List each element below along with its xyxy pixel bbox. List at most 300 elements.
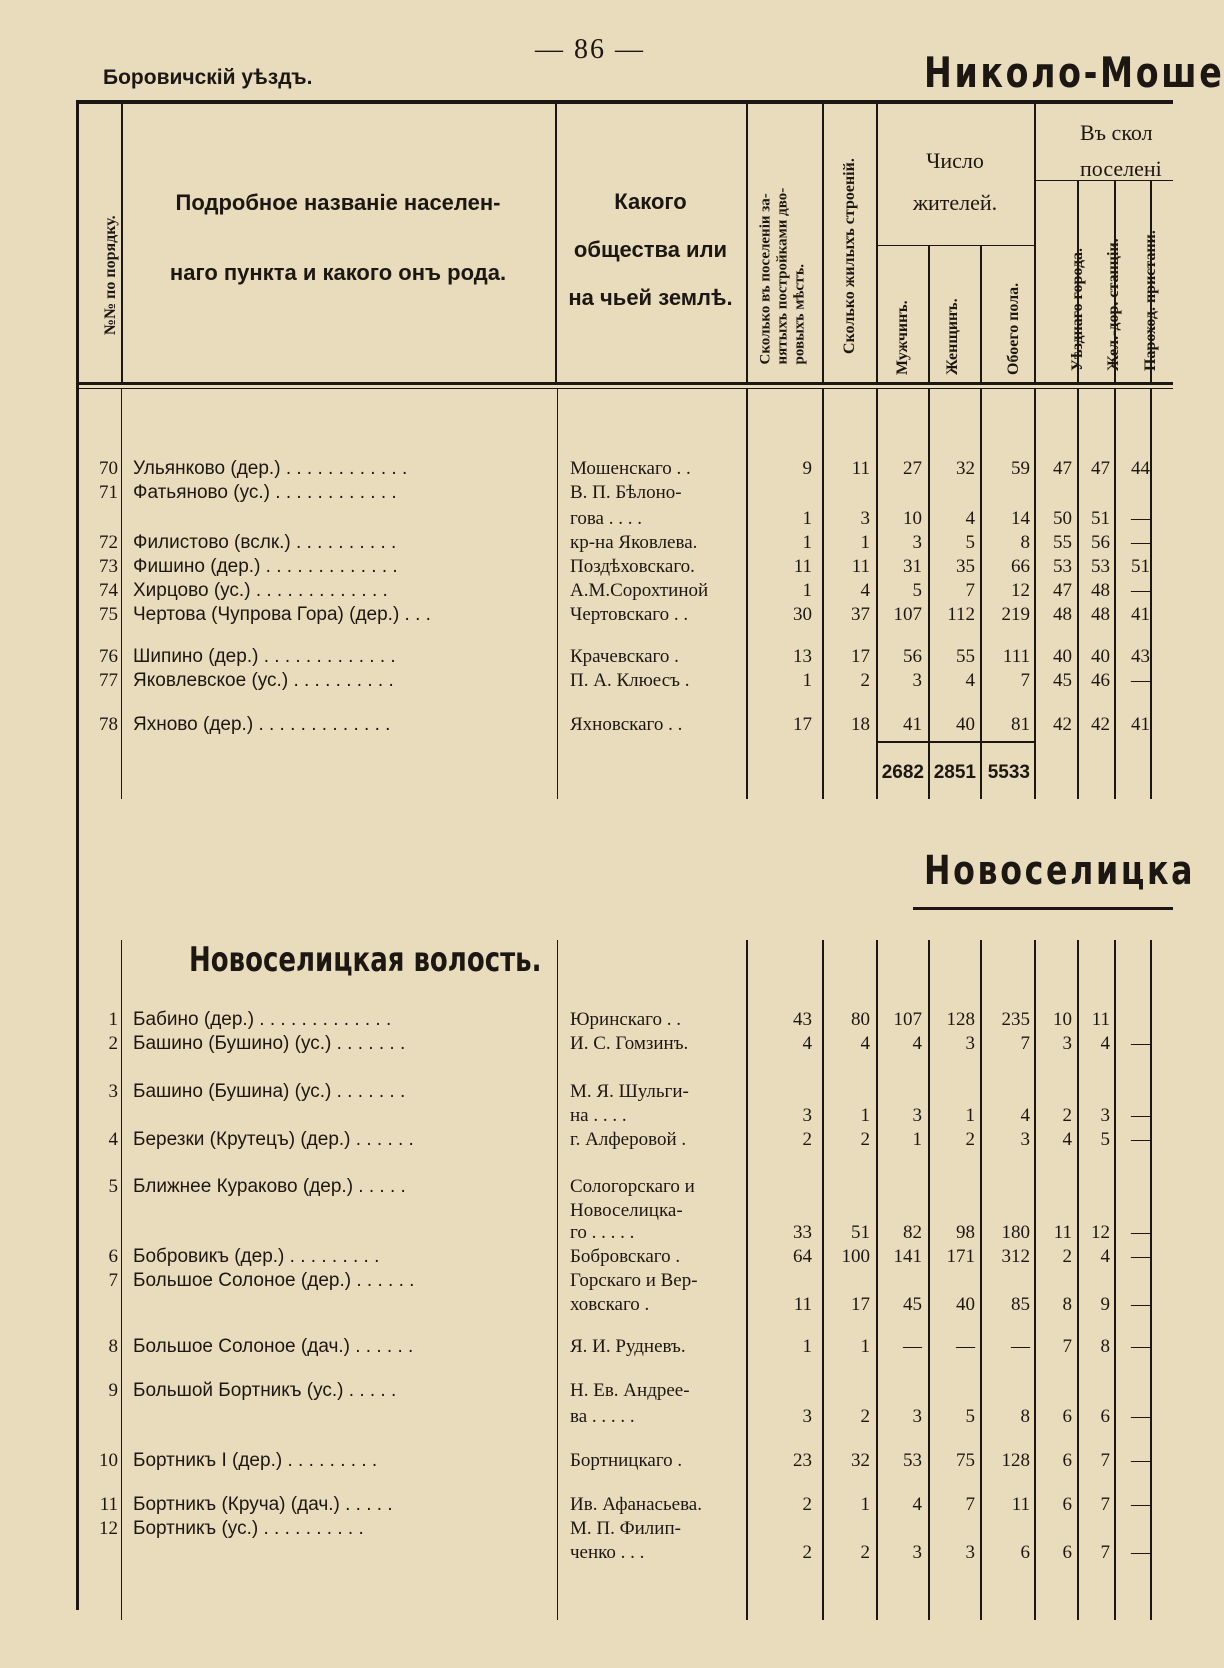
row-number: 9: [108, 1380, 118, 1401]
header-col-society-line1: Какого: [614, 189, 687, 214]
cell-town: 48: [1053, 604, 1072, 625]
header-col-dist-line1: Въ скол: [1080, 120, 1153, 145]
col-divider: [1114, 389, 1116, 799]
row-number: 71: [99, 482, 118, 503]
cell-both: 235: [1001, 1009, 1030, 1030]
cell-yards: 13: [793, 646, 812, 667]
header-col-yards-line3: ровыхъ мѣстъ.: [791, 264, 808, 365]
cell-bld: 2: [860, 1542, 870, 1563]
cell-men: 3: [912, 670, 922, 691]
cell-women: 32: [956, 458, 975, 479]
cell-men: 56: [903, 646, 922, 667]
cell-both: 8: [1020, 1406, 1030, 1427]
col-divider: [1150, 940, 1152, 1620]
cell-both: —: [1011, 1336, 1030, 1357]
header-col-name-line2: наго пункта и какого онъ рода.: [169, 260, 507, 285]
col-divider: [1077, 940, 1079, 1620]
cell-rail: 9: [1100, 1294, 1110, 1315]
total-both: 5533: [987, 762, 1030, 783]
row-number: 5: [108, 1176, 118, 1197]
cell-town: 45: [1053, 670, 1072, 691]
cell-men: 41: [903, 714, 922, 735]
place-name: Бортникъ (Круча) (дач.) . . . . .: [133, 1494, 393, 1515]
row-number: 7: [108, 1270, 118, 1291]
cell-bld: 4: [860, 580, 870, 601]
cell-women: 98: [956, 1222, 975, 1243]
society-name: А.М.Сорохтиной: [570, 580, 709, 601]
place-name: Бобровикъ (дер.) . . . . . . . . .: [133, 1246, 380, 1267]
volost-title: Новоселицкая волость.: [189, 940, 542, 980]
col-divider: [1034, 389, 1036, 799]
society-name: Крачевскаго .: [570, 646, 679, 667]
cell-bld: 1: [860, 532, 870, 553]
society-name: Н. Ев. Андрее-: [570, 1380, 690, 1401]
cell-both: 66: [1011, 556, 1030, 577]
cell-yards: 4: [802, 1033, 812, 1054]
header-col-both: Обоего пола.: [1005, 282, 1022, 375]
cell-women: 55: [956, 646, 975, 667]
row-number: 75: [99, 604, 118, 625]
cell-women: 5: [965, 1406, 975, 1427]
cell-women: —: [956, 1336, 975, 1357]
society-name: на . . . .: [570, 1105, 627, 1126]
society-name: кр-на Яковлева.: [570, 532, 698, 553]
society-name: Мошенскаго . .: [570, 458, 691, 479]
cell-bld: 3: [860, 508, 870, 529]
society-name: ва . . . . .: [570, 1406, 635, 1427]
cell-women: 3: [965, 1033, 975, 1054]
cell-yards: 9: [802, 458, 812, 479]
cell-yards: 11: [793, 556, 812, 577]
cell-both: 59: [1011, 458, 1030, 479]
total-women: 2851: [933, 762, 976, 783]
cell-both: 111: [1002, 646, 1030, 667]
cell-men: 82: [903, 1222, 922, 1243]
cell-rail: 48: [1091, 604, 1110, 625]
row-number: 12: [99, 1518, 118, 1539]
cell-rail: 46: [1091, 670, 1110, 691]
place-name: Башино (Бушино) (ус.) . . . . . . .: [133, 1033, 406, 1054]
row-number: 78: [99, 714, 118, 735]
col-divider: [928, 940, 930, 1620]
society-name: Я. И. Рудневъ.: [570, 1336, 686, 1357]
row-number: 70: [99, 458, 118, 479]
society-name: го . . . . .: [570, 1222, 635, 1243]
header-col-pop-line1: Число: [926, 148, 984, 173]
header-col-yards: [758, 143, 809, 365]
cell-men: 141: [893, 1246, 922, 1267]
cell-pier: —: [1131, 532, 1150, 553]
cell-women: 7: [965, 580, 975, 601]
society-name: ховскаго .: [570, 1294, 650, 1315]
cell-yards: 30: [793, 604, 812, 625]
col-divider: [557, 940, 558, 1620]
header-col-society-line2: общества или: [573, 237, 728, 262]
cell-both: 11: [1011, 1494, 1030, 1515]
cell-yards: 1: [802, 532, 812, 553]
header-col-men: Мужчинъ.: [894, 300, 911, 375]
cell-yards: 2: [802, 1494, 812, 1515]
cell-yards: 23: [793, 1450, 812, 1471]
society-name: И. С. Гомзинъ.: [570, 1033, 689, 1054]
cell-rail: 12: [1091, 1222, 1110, 1243]
cell-town: 11: [1053, 1222, 1072, 1243]
cell-pier: 41: [1131, 714, 1150, 735]
cell-town: 55: [1053, 532, 1072, 553]
cell-yards: 2: [802, 1129, 812, 1150]
row-number: 6: [108, 1246, 118, 1267]
cell-bld: 1: [860, 1336, 870, 1357]
header-col-pop-line2: жителей.: [912, 190, 998, 215]
cell-women: 7: [965, 1494, 975, 1515]
cell-both: 219: [1001, 604, 1030, 625]
cell-pier: —: [1131, 1105, 1150, 1126]
cell-bld: 2: [860, 1406, 870, 1427]
cell-pier: —: [1131, 1542, 1150, 1563]
header-col-dist-line2: поселені: [1080, 156, 1162, 181]
place-name: Филистово (вслк.) . . . . . . . . . .: [133, 532, 397, 553]
header-col-name: [121, 182, 555, 294]
col-divider: [980, 245, 982, 384]
society-name: Бобровскаго .: [570, 1246, 681, 1267]
cell-men: 5: [912, 580, 922, 601]
cell-town: 47: [1053, 458, 1072, 479]
cell-women: 40: [956, 714, 975, 735]
society-name: В. П. Бѣлоно-: [570, 482, 682, 503]
cell-pier: 44: [1131, 458, 1150, 479]
cell-pier: 43: [1131, 646, 1150, 667]
cell-town: 42: [1053, 714, 1072, 735]
header-col-rail: Жел.-дор. станціи.: [1105, 238, 1122, 371]
cell-men: 3: [912, 1542, 922, 1563]
cell-both: 81: [1011, 714, 1030, 735]
society-name: г. Алферовой .: [570, 1129, 687, 1150]
table-top-rule: [78, 100, 1173, 104]
cell-bld: 17: [851, 1294, 870, 1315]
cell-yards: 11: [793, 1294, 812, 1315]
cell-women: 4: [965, 508, 975, 529]
place-name: Хирцово (ус.) . . . . . . . . . . . . .: [133, 580, 388, 601]
cell-bld: 17: [851, 646, 870, 667]
cell-town: 4: [1062, 1129, 1072, 1150]
cell-women: 5: [965, 532, 975, 553]
col-divider: [746, 104, 748, 384]
place-name: Фишино (дер.) . . . . . . . . . . . . .: [133, 556, 398, 577]
row-number: 74: [99, 580, 118, 601]
row-number: 2: [108, 1033, 118, 1054]
place-name: Березки (Крутецъ) (дер.) . . . . . .: [133, 1129, 414, 1150]
cell-bld: 80: [851, 1009, 870, 1030]
cell-pier: —: [1131, 1246, 1150, 1267]
place-name: Большое Солоное (дер.) . . . . . .: [133, 1270, 415, 1291]
cell-men: 3: [912, 532, 922, 553]
cell-town: 2: [1062, 1246, 1072, 1267]
society-name: Чертовскаго . .: [570, 604, 689, 625]
cell-bld: 1: [860, 1494, 870, 1515]
page-number: — 86 —: [535, 34, 645, 65]
total-men: 2682: [881, 762, 924, 783]
cell-men: 53: [903, 1450, 922, 1471]
society-name: Горскаго и Вер-: [570, 1270, 698, 1291]
cell-pier: —: [1131, 1033, 1150, 1054]
cell-rail: 7: [1100, 1494, 1110, 1515]
cell-bld: 18: [851, 714, 870, 735]
cell-both: 7: [1020, 1033, 1030, 1054]
cell-women: 40: [956, 1294, 975, 1315]
cell-men: 31: [903, 556, 922, 577]
cell-pier: —: [1131, 508, 1150, 529]
cell-rail: 51: [1091, 508, 1110, 529]
cell-both: 4: [1020, 1105, 1030, 1126]
cell-women: 128: [946, 1009, 975, 1030]
cell-women: 2: [965, 1129, 975, 1150]
society-name: Бортницкаго .: [570, 1450, 683, 1471]
row-number: 8: [108, 1336, 118, 1357]
society-name: Поздѣховскаго.: [570, 556, 695, 577]
cell-town: 3: [1062, 1033, 1072, 1054]
cell-yards: 64: [793, 1246, 812, 1267]
cell-yards: 1: [802, 508, 812, 529]
cell-yards: 1: [802, 1336, 812, 1357]
cell-rail: 48: [1091, 580, 1110, 601]
society-name: Юринскаго . .: [570, 1009, 681, 1030]
row-number: 76: [99, 646, 118, 667]
cell-yards: 1: [802, 670, 812, 691]
cell-town: 47: [1053, 580, 1072, 601]
row-number: 4: [108, 1129, 118, 1150]
col-divider: [1034, 104, 1036, 384]
cell-both: 85: [1011, 1294, 1030, 1315]
cell-town: 53: [1053, 556, 1072, 577]
col-divider: [822, 104, 824, 384]
cell-men: 10: [903, 508, 922, 529]
cell-pier: —: [1131, 670, 1150, 691]
col-divider: [1150, 389, 1152, 799]
cell-pier: —: [1131, 1450, 1150, 1471]
cell-bld: 37: [851, 604, 870, 625]
cell-men: —: [903, 1336, 922, 1357]
place-name: Ульянково (дер.) . . . . . . . . . . . .: [133, 458, 408, 479]
region-heading: Николо-Моше: [924, 48, 1224, 97]
cell-bld: 11: [851, 556, 870, 577]
header-bottom-rule: [78, 382, 1173, 385]
society-name: ченко . . .: [570, 1542, 645, 1563]
header-col-yards-line2: нятыхъ постройками дво-: [774, 187, 791, 365]
cell-both: 12: [1011, 580, 1030, 601]
col-divider: [121, 389, 122, 799]
header-col-town: Уѣзднаго города.: [1069, 247, 1086, 371]
cell-yards: 1: [802, 580, 812, 601]
society-name: М. П. Филип-: [570, 1518, 681, 1539]
cell-rail: 4: [1100, 1033, 1110, 1054]
header-col-pier: Пароход. пристани.: [1142, 230, 1159, 371]
place-name: Бабино (дер.) . . . . . . . . . . . . .: [133, 1009, 392, 1030]
cell-men: 107: [893, 1009, 922, 1030]
cell-pier: —: [1131, 1494, 1150, 1515]
society-name: М. Я. Шульги-: [570, 1081, 689, 1102]
cell-yards: 17: [793, 714, 812, 735]
header-col-society-line3: на чьей землѣ.: [568, 285, 733, 310]
cell-women: 171: [946, 1246, 975, 1267]
cell-rail: 5: [1100, 1129, 1110, 1150]
header-bottom-rule-2: [78, 388, 1173, 389]
county-title: Боровичскій уѣздъ.: [103, 66, 313, 89]
cell-women: 35: [956, 556, 975, 577]
cell-rail: 6: [1100, 1406, 1110, 1427]
col-divider: [928, 389, 930, 799]
cell-women: 112: [947, 604, 975, 625]
society-name: Новоселицка-: [570, 1200, 683, 1221]
row-number: 72: [99, 532, 118, 553]
cell-both: 312: [1001, 1246, 1030, 1267]
cell-town: 8: [1062, 1294, 1072, 1315]
col-divider: [121, 940, 122, 1620]
cell-pier: —: [1131, 1406, 1150, 1427]
row-number: 3: [108, 1081, 118, 1102]
header-col-name-line1: Подробное названіе населен-: [175, 190, 501, 215]
row-number: 11: [99, 1494, 118, 1515]
col-divider: [876, 389, 878, 799]
place-name: Ближнее Кураково (дер.) . . . . .: [133, 1176, 406, 1197]
place-name: Бортникъ (ус.) . . . . . . . . . .: [133, 1518, 364, 1539]
society-name: Яхновскаго . .: [570, 714, 683, 735]
cell-yards: 33: [793, 1222, 812, 1243]
cell-town: 10: [1053, 1009, 1072, 1030]
place-name: Яхново (дер.) . . . . . . . . . . . . .: [133, 714, 391, 735]
header-col-society: [555, 178, 746, 322]
society-name: П. А. Клюесъ .: [570, 670, 690, 691]
col-divider: [1077, 389, 1079, 799]
header-col-women: Женщинъ.: [944, 298, 961, 375]
region-heading-2: Новоселицка: [924, 848, 1196, 894]
cell-both: 180: [1001, 1222, 1030, 1243]
cell-both: 7: [1020, 670, 1030, 691]
cell-both: 8: [1020, 532, 1030, 553]
cell-men: 3: [912, 1406, 922, 1427]
cell-men: 107: [893, 604, 922, 625]
header-col-no: №№ по порядку.: [102, 215, 119, 335]
cell-rail: 7: [1100, 1542, 1110, 1563]
header-col-dist: [1080, 115, 1200, 187]
col-divider: [980, 389, 982, 799]
col-divider: [980, 940, 982, 1620]
society-name: Сологорскаго и: [570, 1176, 695, 1197]
place-name: Чертова (Чупрова Гора) (дер.) . . .: [133, 604, 431, 625]
place-name: Большой Бортникъ (ус.) . . . . .: [133, 1380, 397, 1401]
society-name: гова . . . .: [570, 508, 642, 529]
cell-rail: 53: [1091, 556, 1110, 577]
cell-bld: 4: [860, 1033, 870, 1054]
place-name: Бортникъ I (дер.) . . . . . . . . .: [133, 1450, 378, 1471]
cell-pier: —: [1131, 580, 1150, 601]
cell-pier: —: [1131, 1336, 1150, 1357]
cell-yards: 2: [802, 1542, 812, 1563]
col-divider: [1034, 940, 1036, 1620]
cell-men: 4: [912, 1033, 922, 1054]
cell-both: 128: [1001, 1450, 1030, 1471]
col-divider: [928, 245, 930, 384]
region-heading-2-rule: [913, 907, 1173, 910]
place-name: Шипино (дер.) . . . . . . . . . . . . .: [133, 646, 396, 667]
col-divider: [822, 389, 824, 799]
cell-rail: 40: [1091, 646, 1110, 667]
cell-men: 1: [912, 1129, 922, 1150]
col-divider: [822, 940, 824, 1620]
totals-rule: [876, 741, 1034, 743]
place-name: Фатьяново (ус.) . . . . . . . . . . . .: [133, 482, 397, 503]
cell-yards: 3: [802, 1406, 812, 1427]
society-name: Ив. Афанасьева.: [570, 1494, 702, 1515]
cell-town: 6: [1062, 1542, 1072, 1563]
cell-men: 3: [912, 1105, 922, 1126]
cell-pier: —: [1131, 1222, 1150, 1243]
cell-town: 2: [1062, 1105, 1072, 1126]
cell-rail: 56: [1091, 532, 1110, 553]
cell-bld: 2: [860, 670, 870, 691]
cell-town: 7: [1062, 1336, 1072, 1357]
col-divider: [1114, 940, 1116, 1620]
cell-yards: 3: [802, 1105, 812, 1126]
cell-bld: 100: [841, 1246, 870, 1267]
col-divider: [746, 940, 748, 1620]
cell-bld: 2: [860, 1129, 870, 1150]
cell-bld: 32: [851, 1450, 870, 1471]
header-col-buildings: Сколько жилыхъ строеній.: [841, 158, 858, 354]
cell-bld: 11: [851, 458, 870, 479]
header-col-pop: [876, 140, 1034, 224]
col-divider: [876, 940, 878, 1620]
col-divider: [557, 389, 558, 799]
col-divider: [746, 389, 748, 799]
cell-town: 6: [1062, 1450, 1072, 1471]
cell-women: 3: [965, 1542, 975, 1563]
place-name: Большое Солоное (дач.) . . . . . .: [133, 1336, 414, 1357]
cell-rail: 8: [1100, 1336, 1110, 1357]
cell-rail: 3: [1100, 1105, 1110, 1126]
row-number: 73: [99, 556, 118, 577]
cell-women: 75: [956, 1450, 975, 1471]
header-col-yards-line1: Сколько въ поселеніи за-: [757, 193, 774, 365]
cell-rail: 11: [1091, 1009, 1110, 1030]
cell-bld: 51: [851, 1222, 870, 1243]
cell-men: 27: [903, 458, 922, 479]
row-number: 1: [108, 1009, 118, 1030]
cell-pier: 51: [1131, 556, 1150, 577]
cell-yards: 43: [793, 1009, 812, 1030]
cell-rail: 42: [1091, 714, 1110, 735]
cell-pier: —: [1131, 1129, 1150, 1150]
place-name: Яковлевское (ус.) . . . . . . . . . .: [133, 670, 394, 691]
cell-both: 6: [1020, 1542, 1030, 1563]
cell-town: 6: [1062, 1406, 1072, 1427]
cell-town: 40: [1053, 646, 1072, 667]
cell-men: 45: [903, 1294, 922, 1315]
cell-women: 4: [965, 670, 975, 691]
cell-both: 14: [1011, 508, 1030, 529]
cell-town: 6: [1062, 1494, 1072, 1515]
cell-women: 1: [965, 1105, 975, 1126]
cell-men: 4: [912, 1494, 922, 1515]
cell-bld: 1: [860, 1105, 870, 1126]
cell-rail: 47: [1091, 458, 1110, 479]
cell-pier: —: [1131, 1294, 1150, 1315]
pop-sub-rule: [876, 245, 1034, 246]
row-number: 77: [99, 670, 118, 691]
cell-both: 3: [1020, 1129, 1030, 1150]
cell-rail: 7: [1100, 1450, 1110, 1471]
cell-pier: 41: [1131, 604, 1150, 625]
place-name: Башино (Бушина) (ус.) . . . . . . .: [133, 1081, 406, 1102]
